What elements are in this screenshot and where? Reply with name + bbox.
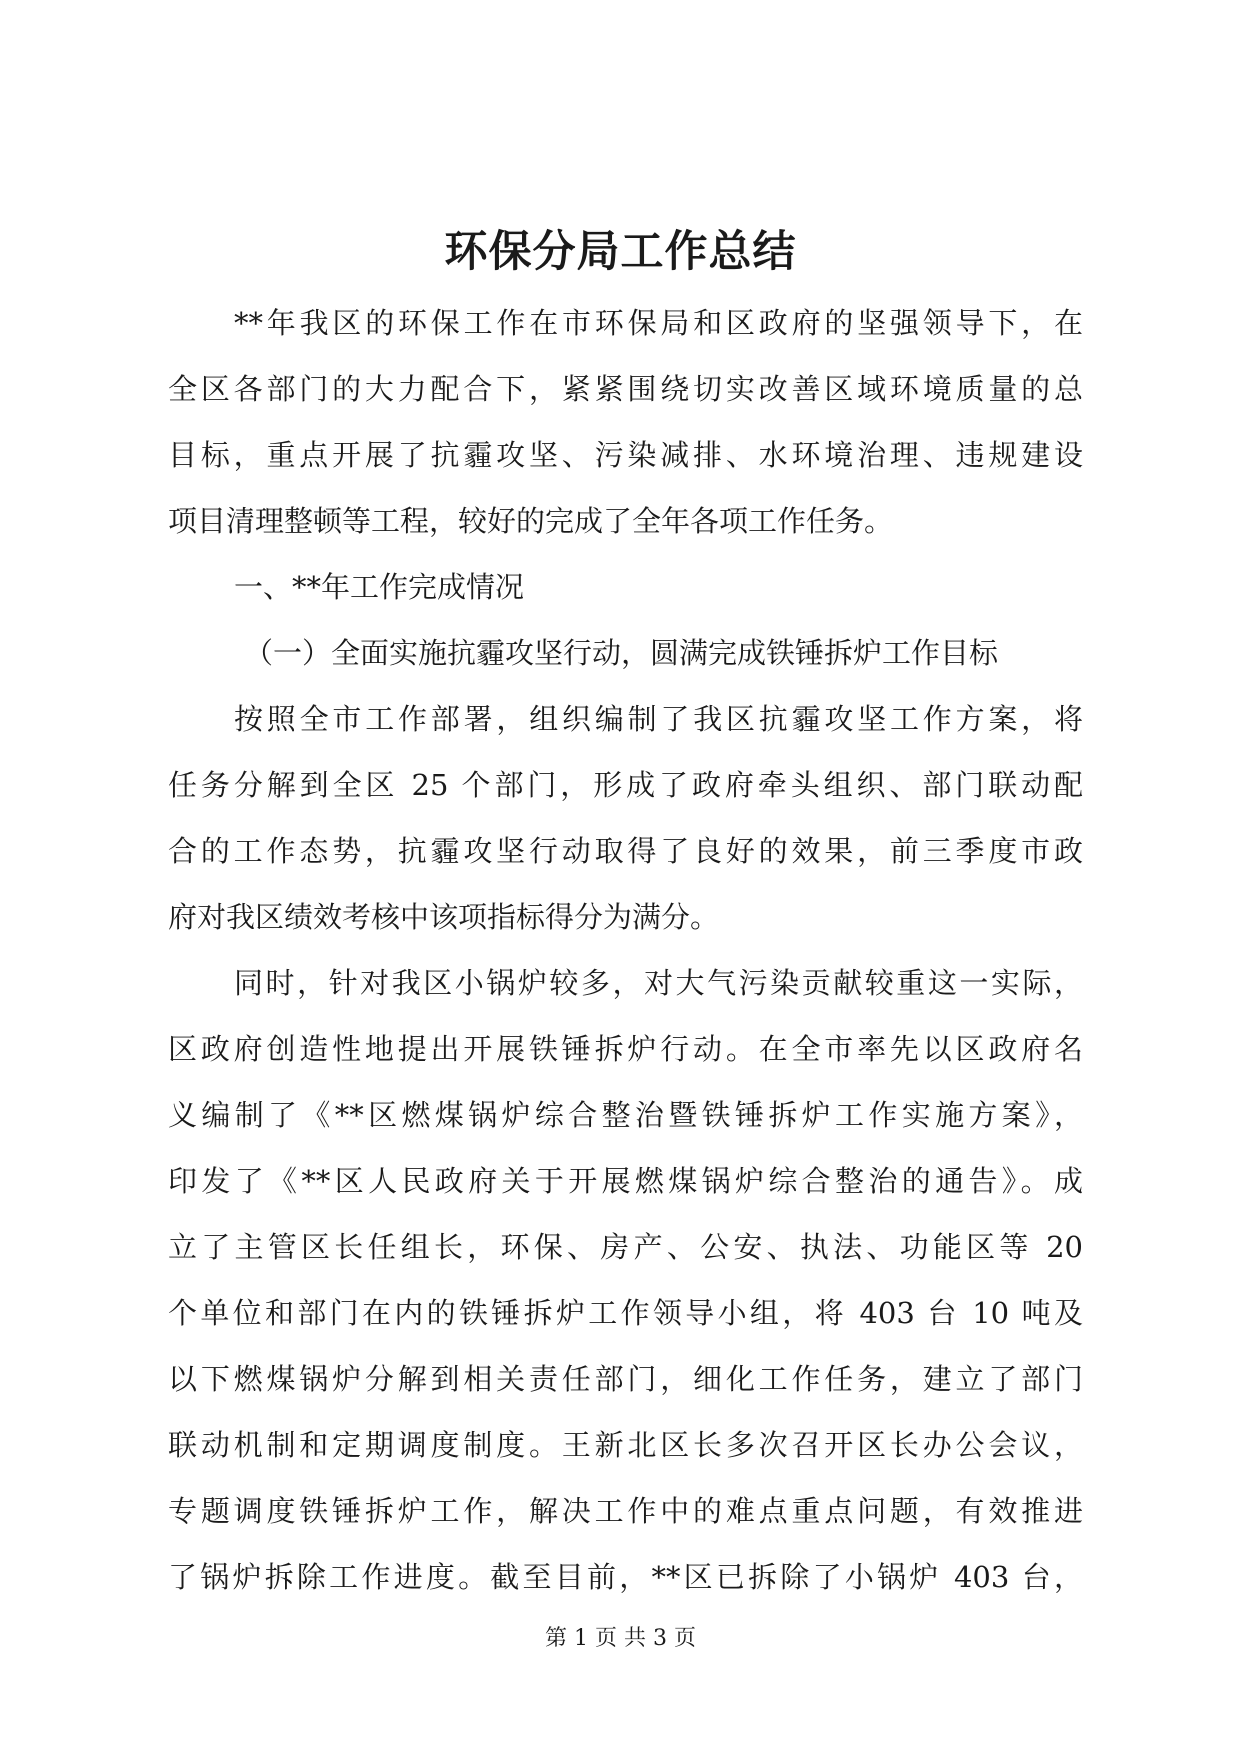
paragraph-line: 了锅炉拆除工作进度。截至目前，**区已拆除了小锅炉 403 台， bbox=[168, 1560, 1083, 1594]
paragraph-line: 立了主管区长任组长，环保、房产、公安、执法、功能区等 20 bbox=[168, 1230, 1083, 1264]
page-footer: 第 1 页 共 3 页 bbox=[545, 1626, 696, 1651]
paragraph-line: 项目清理整顿等工程，较好的完成了全年各项工作任务。 bbox=[168, 504, 894, 538]
paragraph-line: 按照全市工作部署，组织编制了我区抗霾攻坚工作方案，将 bbox=[234, 702, 1083, 736]
paragraph-line: 个单位和部门在内的铁锤拆炉工作领导小组，将 403 台 10 吨及 bbox=[168, 1296, 1083, 1330]
document-title: 环保分局工作总结 bbox=[444, 227, 797, 277]
paragraph-line: 府对我区绩效考核中该项指标得分为满分。 bbox=[168, 900, 720, 934]
document-body bbox=[168, 290, 1083, 1610]
paragraph-line: 任务分解到全区 25 个部门，形成了政府牵头组织、部门联动配 bbox=[168, 768, 1083, 802]
paragraph-line: 合的工作态势，抗霾攻坚行动取得了良好的效果，前三季度市政 bbox=[168, 834, 1083, 868]
paragraph-line: 目标，重点开展了抗霾攻坚、污染减排、水环境治理、违规建设 bbox=[168, 438, 1083, 472]
section-heading: 一、**年工作完成情况 bbox=[234, 570, 525, 604]
paragraph-line: 义编制了《**区燃煤锅炉综合整治暨铁锤拆炉工作实施方案》， bbox=[168, 1098, 1083, 1132]
paragraph-line: 专题调度铁锤拆炉工作，解决工作中的难点重点问题，有效推进 bbox=[168, 1494, 1083, 1528]
paragraph-line: 以下燃煤锅炉分解到相关责任部门，细化工作任务，建立了部门 bbox=[168, 1362, 1083, 1396]
paragraph-line: **年我区的环保工作在市环保局和区政府的坚强领导下，在 bbox=[234, 306, 1083, 340]
paragraph-line: 全区各部门的大力配合下，紧紧围绕切实改善区域环境质量的总 bbox=[168, 372, 1083, 406]
paragraph-line: 同时，针对我区小锅炉较多，对大气污染贡献较重这一实际， bbox=[234, 966, 1083, 1000]
paragraph-line: 区政府创造性地提出开展铁锤拆炉行动。在全市率先以区政府名 bbox=[168, 1032, 1083, 1066]
paragraph-line: 印发了《**区人民政府关于开展燃煤锅炉综合整治的通告》。成 bbox=[168, 1164, 1083, 1198]
subsection-heading: （一）全面实施抗霾攻坚行动，圆满完成铁锤拆炉工作目标 bbox=[244, 636, 999, 670]
paragraph-line: 联动机制和定期调度制度。王新北区长多次召开区长办公会议， bbox=[168, 1428, 1083, 1462]
